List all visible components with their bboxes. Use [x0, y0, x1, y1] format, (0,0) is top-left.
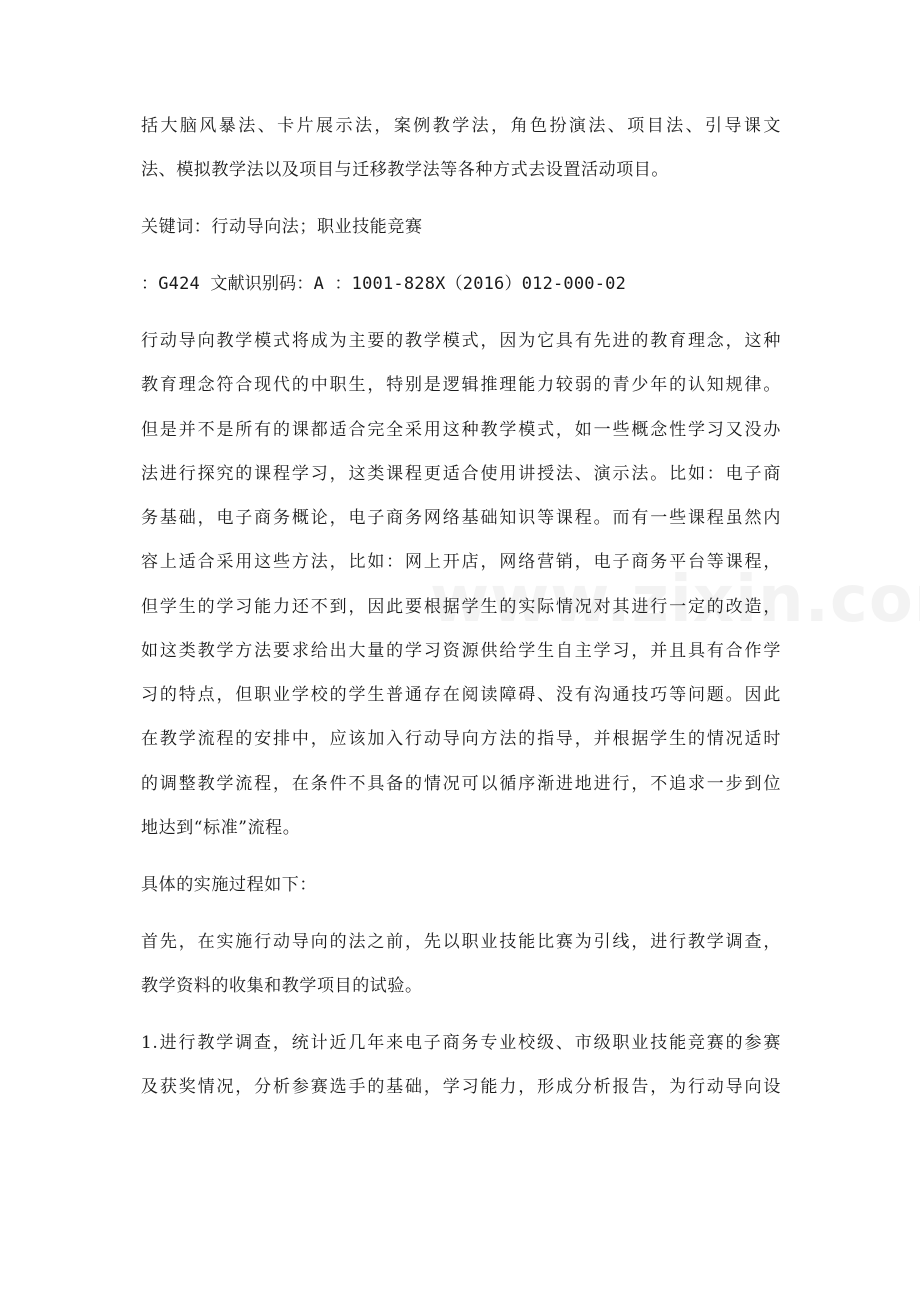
text-line: 行动导向教学模式将成为主要的教学模式，因为它具有先进的教育理念，这种 [141, 331, 781, 351]
text-line: 但学生的学习能力还不到，因此要根据学生的实际情况对其进行一定的改造， [141, 597, 781, 617]
text-line: 在教学流程的安排中，应该加入行动导向方法的指导，并根据学生的情况适时 [141, 729, 781, 749]
text-line: 法、模拟教学法以及项目与迁移教学法等各种方式去设置活动项目。 [141, 160, 669, 180]
text-line: 务基础，电子商务概论，电子商务网络基础知识等课程。而有一些课程虽然内 [141, 508, 781, 528]
keywords-line: 关键词：行动导向法；职业技能竞赛 [141, 217, 423, 237]
text-line: 括大脑风暴法、卡片展示法，案例教学法，角色扮演法、项目法、引导课文 [141, 116, 781, 136]
text-line: 教育理念符合现代的中职生，特别是逻辑推理能力较弱的青少年的认知规律。 [141, 375, 781, 395]
text-line: 容上适合采用这些方法，比如：网上开店，网络营销，电子商务平台等课程， [141, 552, 781, 572]
text-line: 如这类教学方法要求给出大量的学习资源供给学生自主学习，并且具有合作学 [141, 641, 781, 661]
text-line: 但是并不是所有的课都适合完全采用这种教学模式，如一些概念性学习又没办 [141, 420, 781, 440]
text-line: 首先，在实施行动导向的法之前，先以职业技能比赛为引线，进行教学调查， [141, 932, 781, 952]
text-line: 习的特点，但职业学校的学生普通存在阅读障碍、没有沟通技巧等问题。因此 [141, 685, 781, 705]
text-line: 1.进行教学调查，统计近几年来电子商务专业校级、市级职业技能竞赛的参赛 [141, 1033, 781, 1053]
text-line: 法进行探究的课程学习，这类课程更适合使用讲授法、演示法。比如：电子商 [141, 464, 781, 484]
classification-line: ：G424 文献识别码：A ：1001-828X（2016）012-000-02 [141, 274, 627, 294]
text-line: 的调整教学流程，在条件不具备的情况可以循序渐进地进行，不追求一步到位 [141, 774, 781, 794]
text-line: 地达到“标准”流程。 [141, 818, 301, 838]
text-line: 教学资料的收集和教学项目的试验。 [141, 976, 423, 996]
text-line: 具体的实施过程如下： [141, 875, 317, 895]
text-line: 及获奖情况，分析参赛选手的基础，学习能力，形成分析报告，为行动导向设 [141, 1077, 781, 1097]
